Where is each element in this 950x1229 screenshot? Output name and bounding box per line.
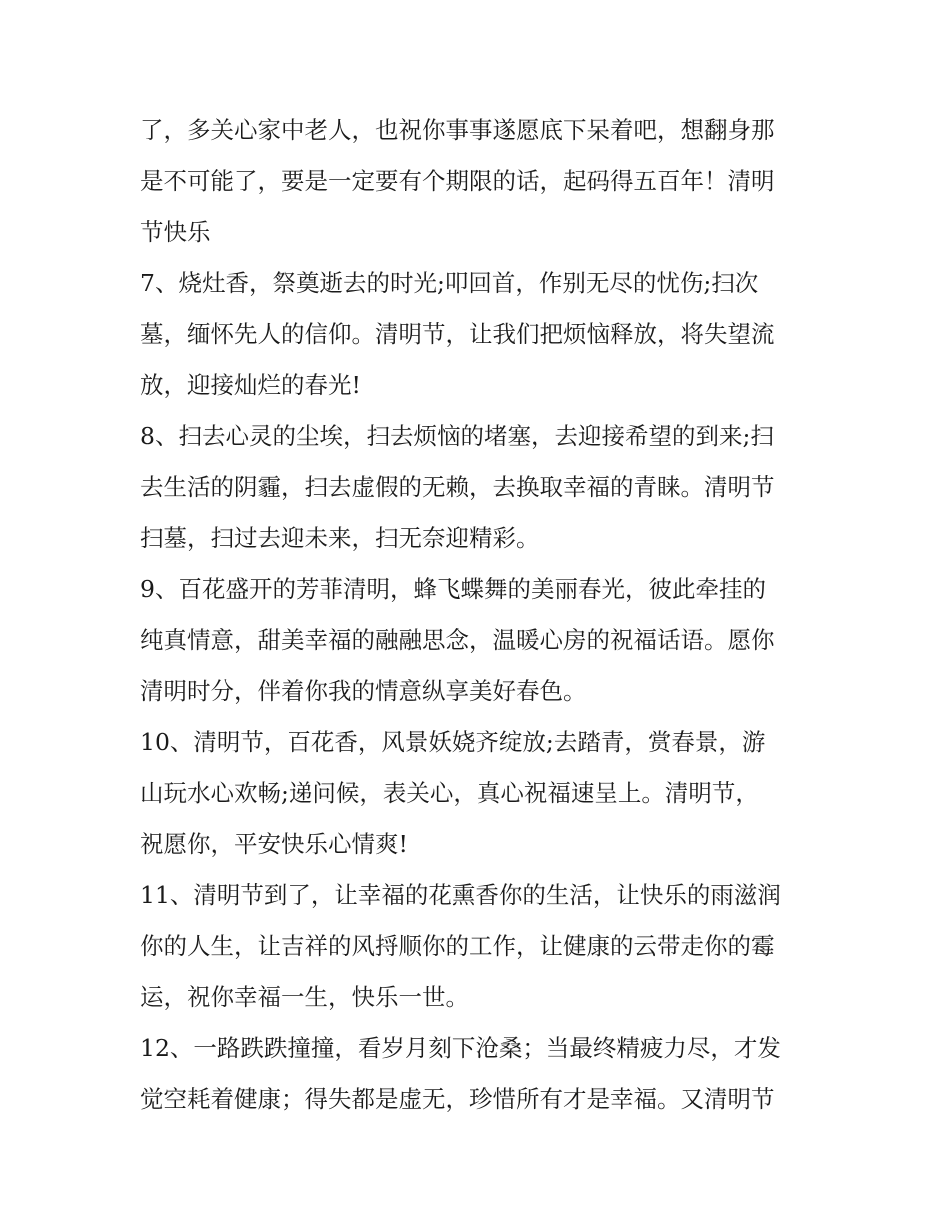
text-line: 去生活的阴霾，扫去虚假的无赖，去换取幸福的青睐。清明节 bbox=[140, 473, 775, 501]
text-line: 节快乐 bbox=[140, 218, 211, 246]
text-line: 你的人生，让吉祥的风捋顺你的工作，让健康的云带走你的霉 bbox=[140, 932, 775, 960]
text-line: 运，祝你幸福一生，快乐一世。 bbox=[140, 983, 469, 1011]
text-line: 8、扫去心灵的尘埃，扫去烦恼的堵塞，去迎接希望的到来;扫 bbox=[140, 422, 774, 450]
document-body bbox=[140, 105, 820, 1125]
text-line: 放，迎接灿烂的春光! bbox=[140, 371, 361, 399]
text-line: 7、烧灶香，祭奠逝去的时光;叩回首，作别无尽的忧伤;扫次 bbox=[140, 269, 759, 297]
text-line: 纯真情意，甜美幸福的融融思念，温暖心房的祝福话语。愿你 bbox=[140, 626, 775, 654]
text-line: 扫墓，扫过去迎未来，扫无奈迎精彩。 bbox=[140, 524, 540, 552]
text-line: 清明时分，伴着你我的情意纵享美好春色。 bbox=[140, 677, 587, 705]
text-line: 山玩水心欢畅;递问候，表关心，真心祝福速呈上。清明节， bbox=[140, 779, 759, 807]
text-line: 觉空耗着健康；得失都是虚无，珍惜所有才是幸福。又清明节 bbox=[140, 1085, 775, 1113]
text-line: 10、清明节，百花香，风景妖娆齐绽放;去踏青，赏春景，游 bbox=[140, 728, 766, 756]
text-line: 了，多关心家中老人，也祝你事事遂愿底下呆着吧，想翻身那 bbox=[140, 116, 775, 144]
text-line: 11、清明节到了，让幸福的花熏香你的生活，让快乐的雨滋润 bbox=[140, 881, 781, 909]
text-line: 祝愿你，平安快乐心情爽! bbox=[140, 830, 408, 858]
text-line: 9、百花盛开的芳菲清明，蜂飞蝶舞的美丽春光，彼此牵挂的 bbox=[140, 575, 766, 603]
text-line: 是不可能了，要是一定要有个期限的话，起码得五百年！清明 bbox=[140, 167, 775, 195]
text-line: 12、一路跌跌撞撞，看岁月刻下沧桑；当最终精疲力尽，才发 bbox=[140, 1034, 781, 1062]
text-line: 墓，缅怀先人的信仰。清明节，让我们把烦恼释放，将失望流 bbox=[140, 320, 775, 348]
